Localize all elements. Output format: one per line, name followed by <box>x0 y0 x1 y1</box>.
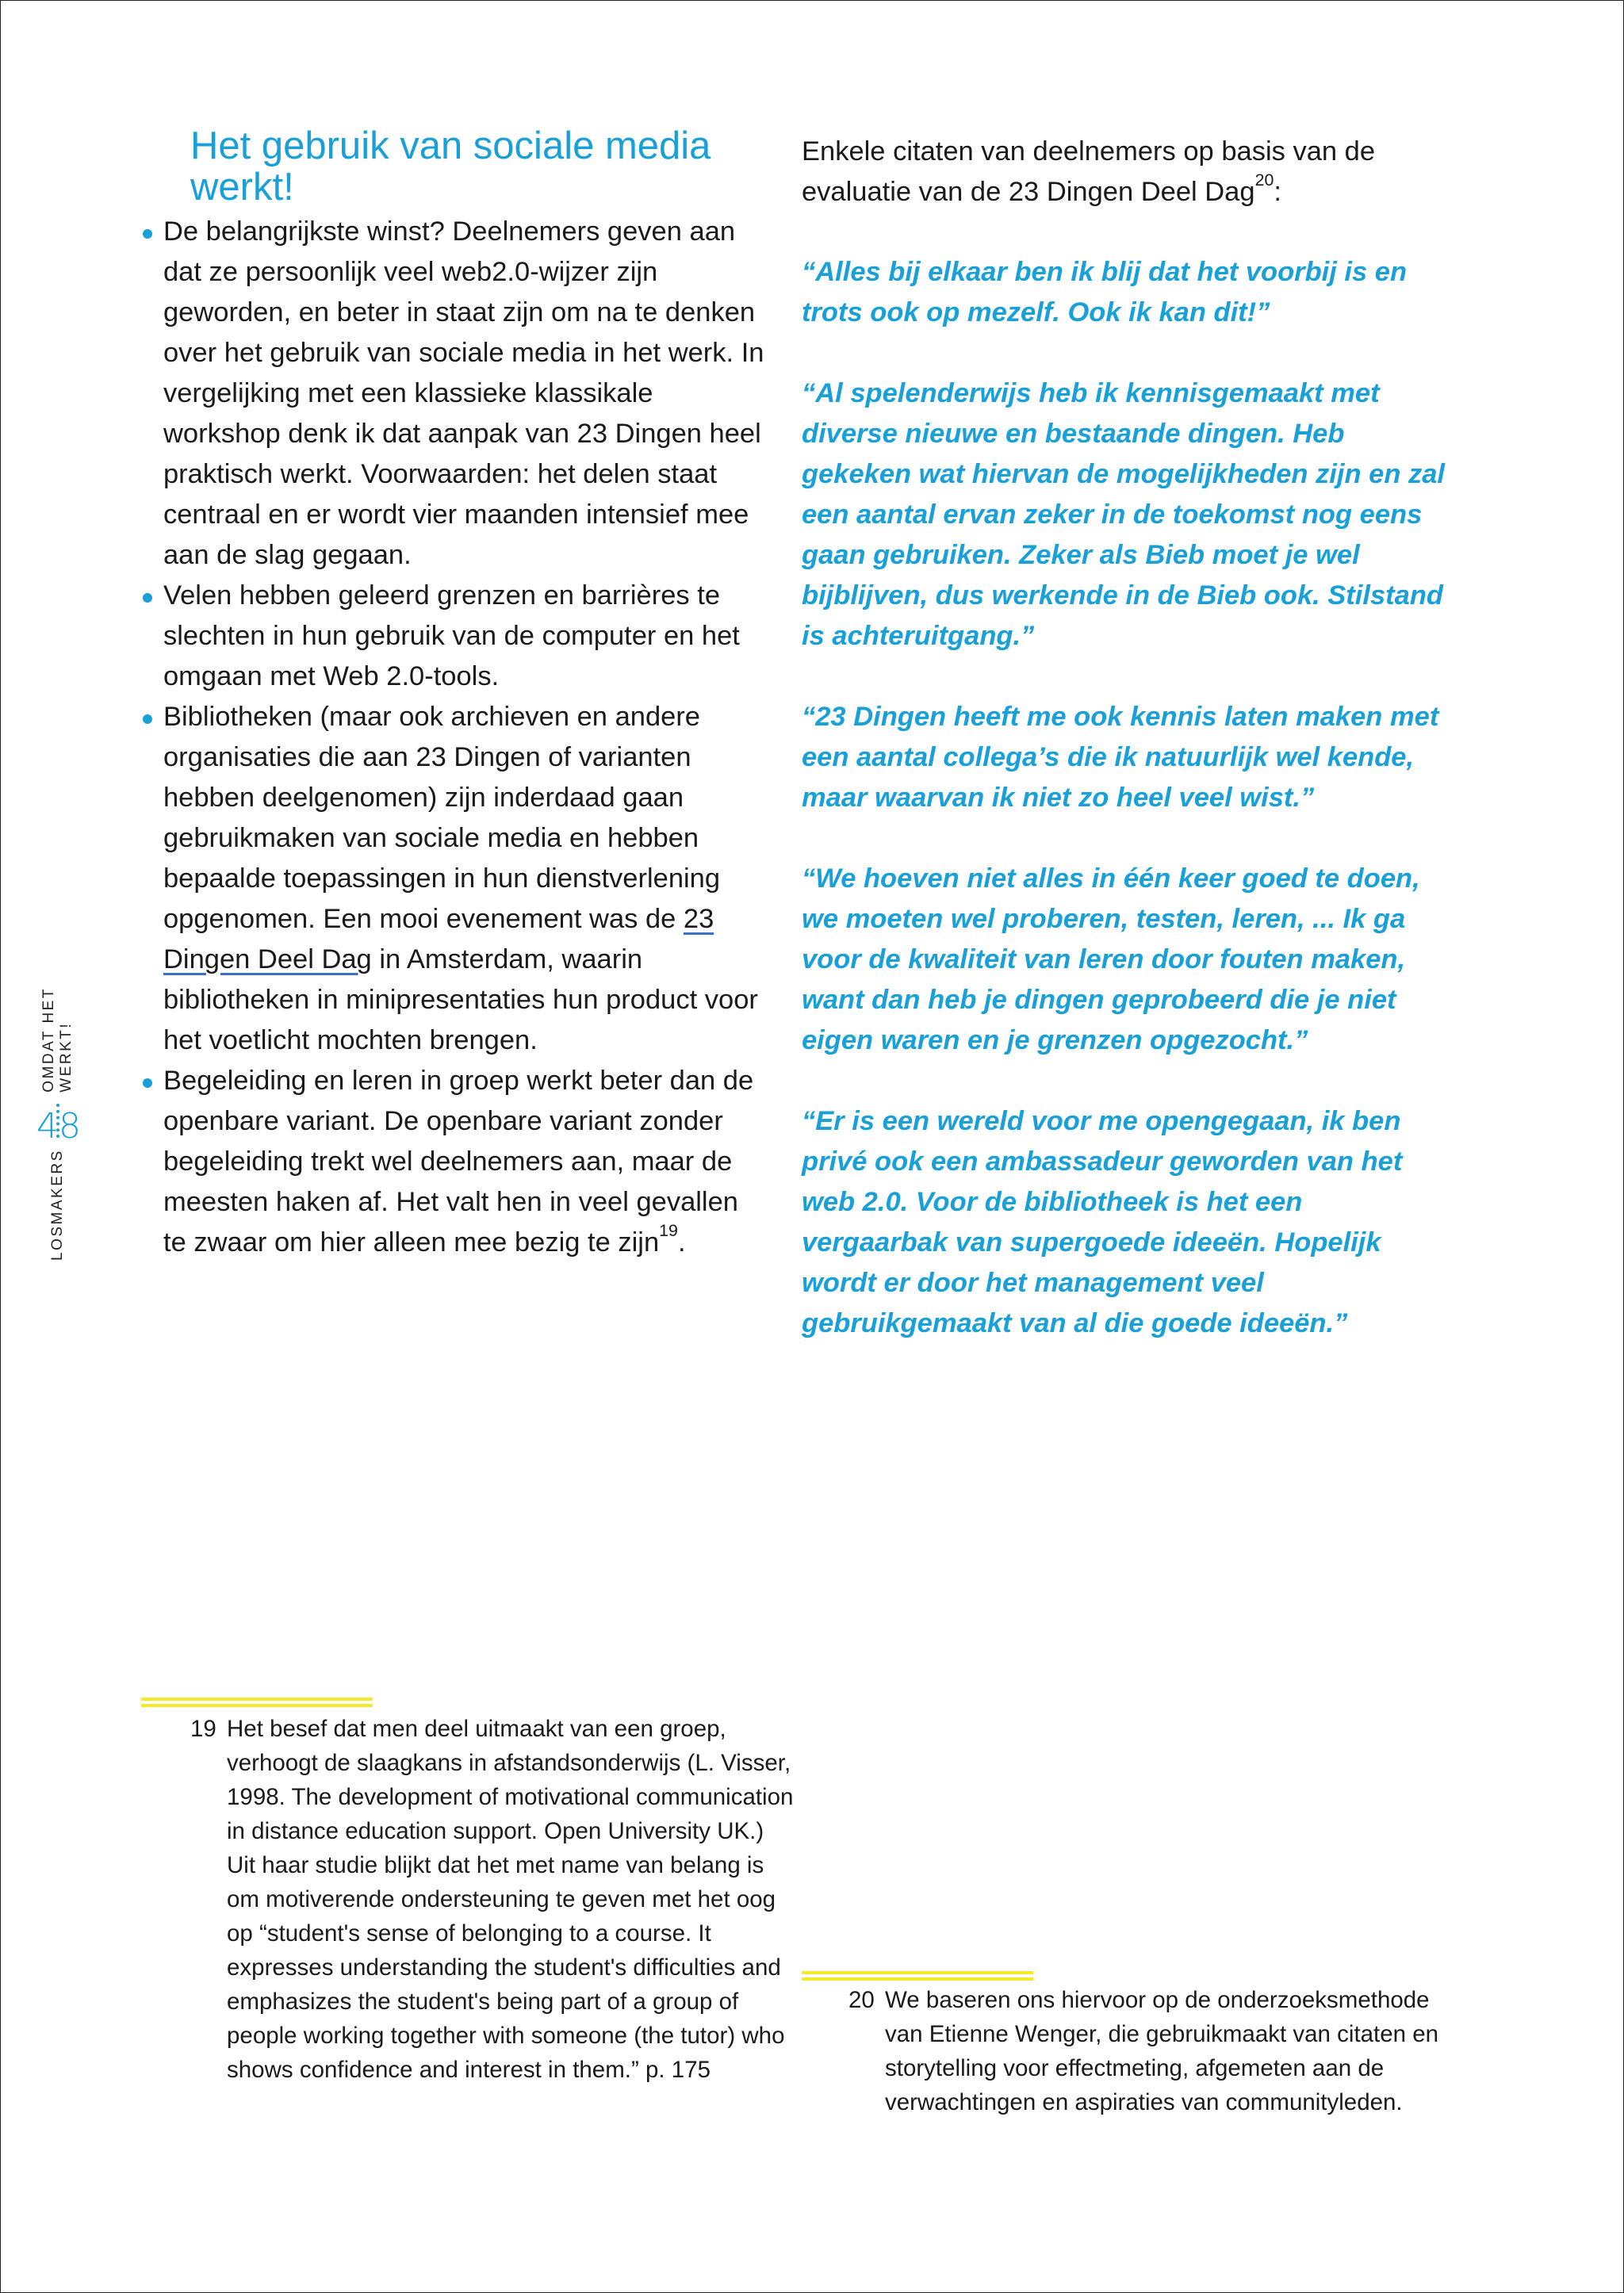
footnote-number: 20 <box>848 1987 875 2013</box>
participant-quote: “23 Dingen heeft me ook kennis laten maken met een aantal collega’s die ik natuurlijk wel kende, maar waarvan ik niet zo heel veel wist.” <box>802 702 1439 813</box>
bullet-item <box>141 212 768 576</box>
page-number: 48 <box>36 1106 81 1146</box>
bullet-text: Bibliotheken (maar ook archieven en andere organisaties die aan 23 Dingen of varianten hebben deelgenomen) zijn inderdaad gaan gebruikmaken van sociale media en hebben bepaalde toepassingen in hun dienstverlening opgenomen. Een mooi evenement was de <box>163 702 721 934</box>
side-running-header <box>30 928 86 1261</box>
participant-quote: “Alles bij elkaar ben ik blij dat het voorbij is en trots ook op mezelf. Ook ik kan dit!” <box>802 257 1408 327</box>
footnote-text: Het besef dat men deel uitmaakt van een groep, verhoogt de slaagkans in afstandsonderwijs (L. Visser, 1998. The development of motivational communication in distance education support. Open University UK.) Uit haar studie blijkt dat het met name van belang is om motiverende ondersteuning te geven met het oog op “student's sense of belonging to a course. It expresses understanding the student's difficulties and emphasizes the student's being part of a group of people working together with someone (the tutor) who shows confidence and interest in them.” p. 175 <box>227 1716 794 2083</box>
bullet-text: Velen hebben geleerd grenzen en barrières te slechten in hun gebruik van de computer en het omgaan met Web 2.0-tools. <box>163 580 740 691</box>
bullet-item <box>141 697 768 1061</box>
bullet-text: Begeleiding en leren in groep werkt beter dan de openbare variant. De openbare variant zonder begeleiding trekt wel deelnemers aan, maar de meesten haken af. Het valt hen in veel gevallen te zwaar om hier alleen mee bezig te zijn <box>163 1066 754 1258</box>
quotes-intro <box>802 132 1452 212</box>
quotes-block <box>802 252 1452 1384</box>
bullet-item <box>141 1061 768 1263</box>
participant-quote: “Al spelenderwijs heb ik kennisgemaakt met diverse nieuwe en bestaande dingen. Heb gekeken wat hiervan de mogelijkheden zijn en zal een aantal ervan zeker in de toekomst nog eens gaan gebruiken. Zeker als Bieb moet je wel bijblijven, dus werkende in de Bieb ook. Stilstand is achteruitgang.” <box>802 378 1446 651</box>
running-header-left: LOSMAKERS <box>49 1149 66 1261</box>
event-link[interactable]: 23 Dingen Deel Dag <box>163 904 714 974</box>
intro-end: : <box>1274 177 1281 207</box>
bullet-text: . <box>677 1227 686 1258</box>
bullet-text: in Amsterdam, waarin bibliotheken in minipresentaties hun product voor het voetlicht mochten brengen. <box>163 944 758 1055</box>
footnote-ref-20[interactable]: 20 <box>1254 170 1274 189</box>
participant-quote: “Er is een wereld voor me opengegaan, ik ben privé ook een ambassadeur geworden van het web 2.0. Voor de bibliotheek is het een vergaarbak van supergoede ideeën. Hopelijk wordt er door het management veel gebruikgemaakt van al die goede ideeën.” <box>802 1106 1403 1338</box>
footnote-ref-19[interactable]: 19 <box>659 1220 678 1240</box>
intro-text: Enkele citaten van deelnemers op basis van de evaluatie van de 23 Dingen Deel Dag <box>802 136 1376 207</box>
bullet-list <box>141 212 768 1263</box>
bullet-text: De belangrijkste winst? Deelnemers geven aan dat ze persoonlijk veel web2.0-wijzer zijn geworden, en beter in staat zijn om na te denken over het gebruik van sociale media in het werk. In vergelijking met een klassieke klassikale workshop denk ik dat aanpak van 23 Dingen heel praktisch werkt. Voorwaarden: het delen staat centraal en er wordt vier maanden intensief mee aan de slag gegaan. <box>163 216 764 570</box>
footnote-19 <box>190 1712 798 2087</box>
running-header-right: OMDAT HET WERKT! <box>40 987 75 1093</box>
footnote-rule-20 <box>802 1971 1033 1974</box>
footnote-20 <box>848 1983 1456 2119</box>
participant-quote: “We hoeven niet alles in één keer goed te doen, we moeten wel proberen, testen, leren, ... Ik ga voor de kwaliteit van leren door fouten maken, want dan heb je dingen geprobeerd die je niet eigen waren en je grenzen opgezocht.” <box>802 863 1420 1055</box>
section-heading: Het gebruik van sociale media werkt! <box>190 124 711 209</box>
footnote-text: We baseren ons hiervoor op de onderzoeksmethode van Etienne Wenger, die gebruikmaakt van citaten en storytelling voor effectmeting, afgemeten aan de verwachtingen en aspiraties van communityleden. <box>885 1987 1439 2115</box>
bullet-item <box>141 576 768 697</box>
footnote-number: 19 <box>190 1716 216 1742</box>
footnote-rule-19 <box>141 1698 373 1701</box>
